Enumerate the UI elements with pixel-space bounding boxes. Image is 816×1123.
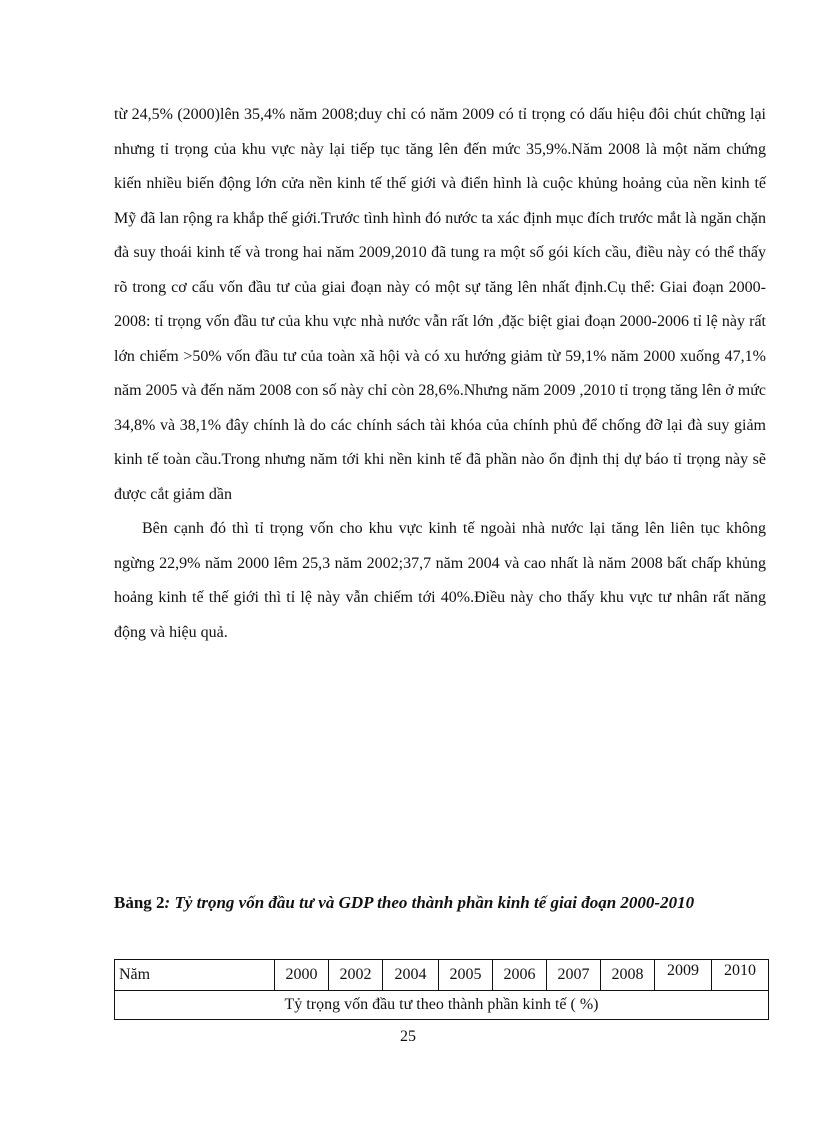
header-cell-year: 2002	[329, 960, 383, 991]
header-cell-year: 2005	[439, 960, 493, 991]
header-cell-year: 2007	[547, 960, 601, 991]
investment-share-table	[114, 959, 769, 1020]
header-cell-year-label: Năm	[115, 960, 275, 991]
header-cell-year: 2008	[601, 960, 655, 991]
table-caption-label: Bảng 2	[114, 893, 165, 912]
document-body	[114, 98, 766, 650]
section-cell-investment-share: Tỷ trọng vốn đầu tư theo thành phần kinh tế ( %)	[115, 991, 769, 1020]
page-number: 25	[400, 1028, 416, 1045]
table-section-row	[115, 991, 769, 1020]
table-caption	[114, 885, 766, 921]
header-cell-year: 2010	[712, 960, 769, 991]
header-cell-year: 2009	[655, 960, 712, 991]
header-cell-year: 2000	[275, 960, 329, 991]
header-cell-year: 2004	[383, 960, 439, 991]
paragraph-private-sector: Bên cạnh đó thì tỉ trọng vốn cho khu vực kinh tế ngoài nhà nước lại tăng lên liên tục không ngừng 22,9% năm 2000 lêm 25,3 năm 2002;37,7 năm 2004 và cao nhất là năm 2008 bất chấp khủng hoảng kinh tế thế giới thì tỉ lệ này vẫn chiếm tới 40%.Điều này cho thấy khu vực tư nhân rất năng động và hiệu quả.	[114, 520, 766, 641]
table-caption-text: : Tỷ trọng vốn đầu tư và GDP theo thành phần kinh tế giai đoạn 2000-2010	[164, 893, 695, 912]
paragraph-state-sector: từ 24,5% (2000)lên 35,4% năm 2008;duy chỉ có năm 2009 có tỉ trọng có dấu hiệu đôi chút chững lại nhưng tỉ trọng của khu vực này lại tiếp tục tăng lên đến mức 35,9%.Năm 2008 là một năm chứng kiến nhiều biến động lớn cửa nền kinh tế thế giới và điển hình là cuộc khủng hoảng của nền kinh tế Mỹ đã lan rộng ra khắp thế giới.Trước tình hình đó nước ta xác định mục đích trước mắt là ngăn chặn đà suy thoái kinh tế và trong hai năm 2009,2010 đã tung ra một số gói kích cầu, điều này có thể thấy rõ trong cơ cấu vốn đầu tư của giai đoạn này có một sự tăng lên nhất định.Cụ thể: Giai đoạn 2000-2008: tỉ trọng vốn đầu tư của khu vực nhà nước vẫn rất lớn ,đặc biệt giai đoạn 2000-2006 tỉ lệ này rất lớn chiếm >50% vốn đầu tư của toàn xã hội và có xu hướng giảm từ 59,1% năm 2000 xuống 47,1% năm 2005 và đến năm 2008 con số này chỉ còn 28,6%.Nhưng năm 2009 ,2010 tỉ trọng tăng lên ở mức 34,8% và 38,1% đây chính là do các chính sách tài khóa của chính phủ để chống đỡ lại đà suy giảm kinh tế toàn cầu.Trong nhưng năm tới khi nền kinh tế đã phần nào ổn định thị dự báo tỉ trọng này sẽ được cắt giảm dần	[114, 106, 766, 503]
header-cell-year: 2006	[493, 960, 547, 991]
table-header-row	[115, 960, 769, 991]
